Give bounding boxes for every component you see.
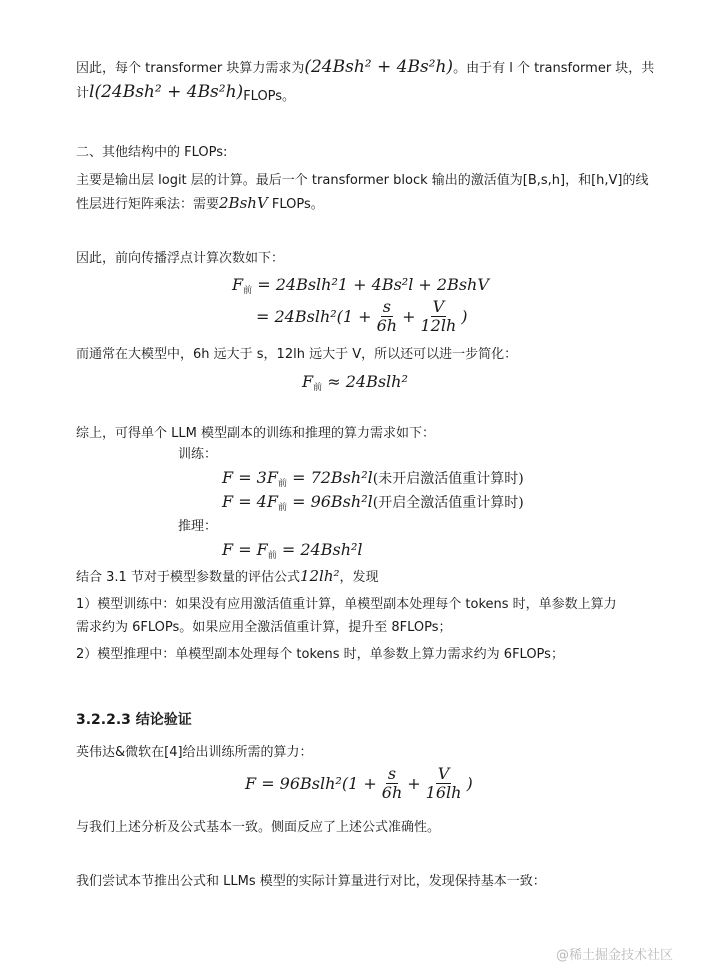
formula-total-flops: l(24Bsh² + 4Bs²h)	[89, 82, 244, 102]
summary-intro: 综上，可得单个 LLM 模型副本的训练和推理的算力需求如下：	[76, 426, 435, 441]
simplification-text: 而通常在大模型中，6h 远大于 s，12lh 远大于 V，所以还可以进一步简化：	[76, 347, 518, 362]
section-title-verification: 3.2.2.3 结论验证	[76, 712, 192, 728]
verification-equation: F = 96Bslh²(1 + $\frac{s}{6h}$ + $\frac{V}{16lh}$ )	[245, 764, 473, 802]
formula-block-flops: (24Bsh² + 4Bs²h)	[304, 57, 454, 77]
forward-intro: 因此，前向传播浮点计算次数如下：	[76, 251, 285, 266]
note-1-line-1: 1）模型训练中：如果没有应用激活值重计算，单模型副本处理每个 tokens 时，单参数上算力	[76, 597, 617, 612]
fraction-s-over-6h-verify: $\frac{s}{6h}$	[381, 764, 403, 802]
combine-text: 结合 3.1 节对于模型参数量的评估公式12lh²，发现	[76, 567, 379, 585]
forward-equation-line-2: = 24Bslh²(1 + $\frac{s}{6h}$ + $\frac{V}{12lh}$ )	[256, 297, 468, 335]
comparison-intro: 我们尝试本节推出公式和 LLMs 模型的实际计算量进行对比，发现保持基本一致：	[76, 874, 546, 889]
forward-equation-line-1: $F_前$ = 24Bslh²1 + 4Bs²l + 2BshV	[232, 275, 489, 296]
note-1-line-2: 需求约为 6FLOPs。如果应用全激活值重计算，提升至 8FLOPs；	[76, 620, 452, 635]
section-title-other-flops: 二、其他结构中的 FLOPs:	[76, 145, 228, 160]
verification-intro: 英伟达&微软在[4]给出训练所需的算力：	[76, 745, 313, 760]
training-equation-2: $F = 4F_前 = 96Bsh^2l$(开启全激活值重计算时)	[222, 492, 524, 513]
fraction-s-over-6h: $\frac{s}{6h}$	[376, 297, 398, 335]
watermark: @稀土掘金技术社区	[556, 948, 674, 963]
section-2-line-2: 性层进行矩阵乘法：需要2BshV FLOPs。	[76, 194, 324, 212]
training-equation-1: $F = 3F_前 = 72Bsh^2l$(未开启激活值重计算时)	[222, 468, 524, 489]
fraction-v-over-12lh: $\frac{V}{12lh}$	[420, 297, 457, 335]
section-2-line-1: 主要是输出层 logit 层的计算。最后一个 transformer block 输出的激活值为[B,s,h]，和[h,V]的线	[76, 173, 649, 188]
formula-param-count: 12lh²	[299, 567, 340, 585]
training-label: 训练：	[178, 447, 218, 462]
note-2: 2）模型推理中：单模型副本处理每个 tokens 时，单参数上算力需求约为 6FLOPs；	[76, 647, 564, 662]
paragraph-1-line-1: 因此，每个 transformer 块算力需求为(24Bsh² + 4Bs²h)。由于有 l 个 transformer 块，共	[76, 57, 655, 77]
inference-equation: $F = F_前 = 24Bsh^2l$	[222, 540, 363, 561]
inference-label: 推理：	[178, 519, 218, 534]
paragraph-1-line-2: 计l(24Bsh² + 4Bs²h)FLOPs。	[76, 82, 296, 104]
approximation-equation: $F_前$ ≈ 24Bslh²	[302, 372, 408, 393]
fraction-v-over-16lh: $\frac{V}{16lh}$	[425, 764, 462, 802]
formula-output-flops: 2BshV	[219, 194, 268, 212]
verification-conclusion: 与我们上述分析及公式基本一致。侧面反应了上述公式准确性。	[76, 820, 441, 835]
